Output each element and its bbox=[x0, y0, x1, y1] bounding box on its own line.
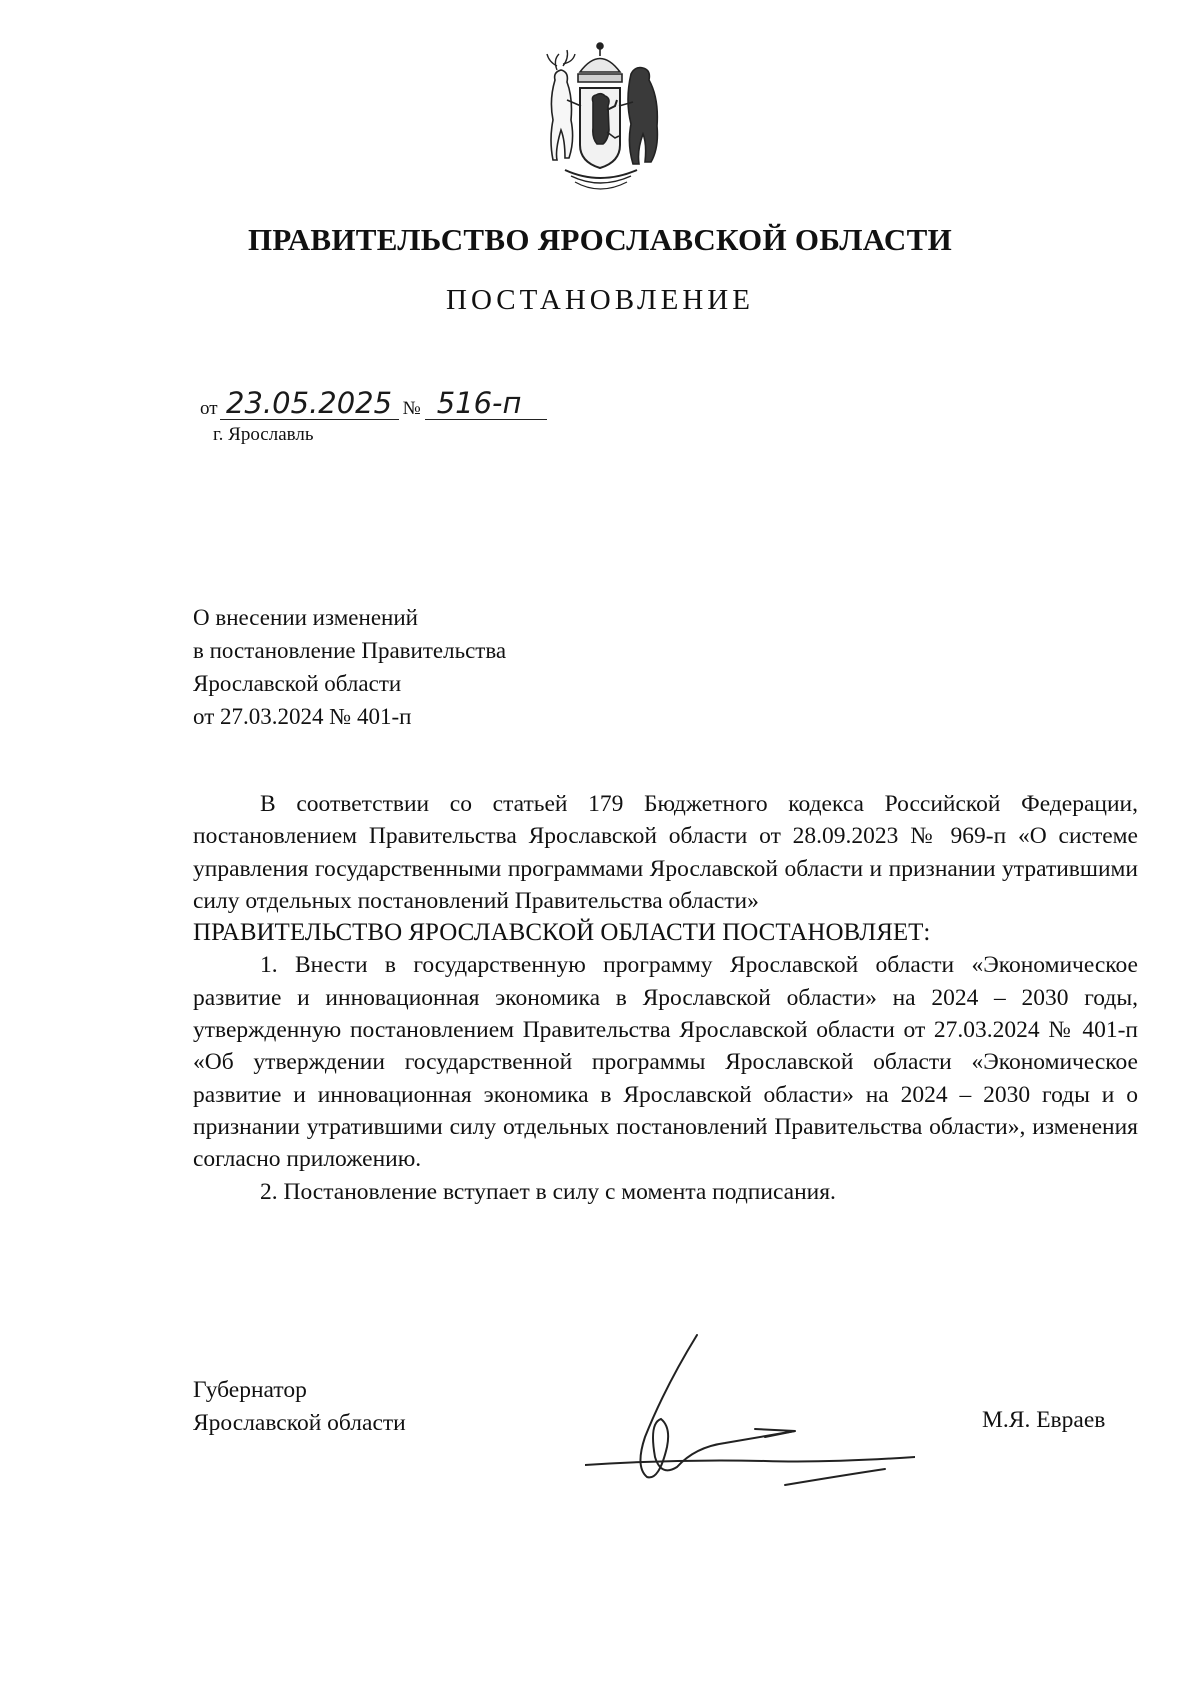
subject-line: Ярославской области bbox=[193, 671, 402, 696]
number-underline bbox=[425, 386, 547, 420]
item-1-paragraph: 1. Внести в государственную программу Ярославской области «Экономическое развитие и инновационная экономика в Ярославской области» на 2024 – 2030 годы, утвержденную постановлением Правительства Ярославской области от 27.03.2024 № 401-п «Об утверждении государственной программы Ярославской области «Экономическое развитие и инновационная экономика в Ярославской области» на 2024 – 2030 годы и о признании утратившими силу отдельных постановлений Правительства области», изменения согласно приложению. bbox=[193, 952, 1138, 1173]
position-line: Губернатор bbox=[193, 1377, 307, 1403]
document-date-number bbox=[200, 380, 547, 420]
number-prefix: № bbox=[402, 398, 421, 419]
document-city: г. Ярославль bbox=[213, 424, 314, 445]
subject-line: в постановление Правительства bbox=[193, 638, 507, 663]
subject-line: от 27.03.2024 № 401-п bbox=[193, 704, 412, 729]
document-type: ПОСТАНОВЛЕНИЕ bbox=[446, 284, 754, 316]
preamble-paragraph: В соответствии со статьей 179 Бюджетного кодекса Российской Федерации, постановлением Правительства Ярославской области от 28.09.2023 № 969-п «О системе управления государственными программами Ярославской области и признании утратившими силу отдельных постановлений Правительства области» bbox=[193, 791, 1138, 914]
handwritten-signature-icon bbox=[585, 1327, 915, 1517]
document-number: 516-п bbox=[436, 386, 522, 420]
document-subject bbox=[193, 601, 506, 733]
decree-statement: ПРАВИТЕЛЬСТВО ЯРОСЛАВСКОЙ ОБЛАСТИ ПОСТАНОВЛЯЕТ: bbox=[193, 919, 931, 947]
signatory-name: М.Я. Евраев bbox=[982, 1407, 1106, 1433]
date-underline bbox=[220, 386, 399, 420]
government-title: ПРАВИТЕЛЬСТВО ЯРОСЛАВСКОЙ ОБЛАСТИ bbox=[248, 222, 952, 257]
document-date: 23.05.2025 bbox=[226, 386, 393, 420]
coat-of-arms-icon bbox=[535, 40, 665, 200]
signatory-position bbox=[193, 1374, 406, 1440]
subject-line: О внесении изменений bbox=[193, 605, 418, 630]
position-line: Ярославской области bbox=[193, 1410, 406, 1436]
item-2-paragraph: 2. Постановление вступает в силу с момента подписания. bbox=[260, 1178, 836, 1205]
document-body bbox=[193, 788, 1138, 1208]
date-prefix: от bbox=[200, 398, 218, 419]
